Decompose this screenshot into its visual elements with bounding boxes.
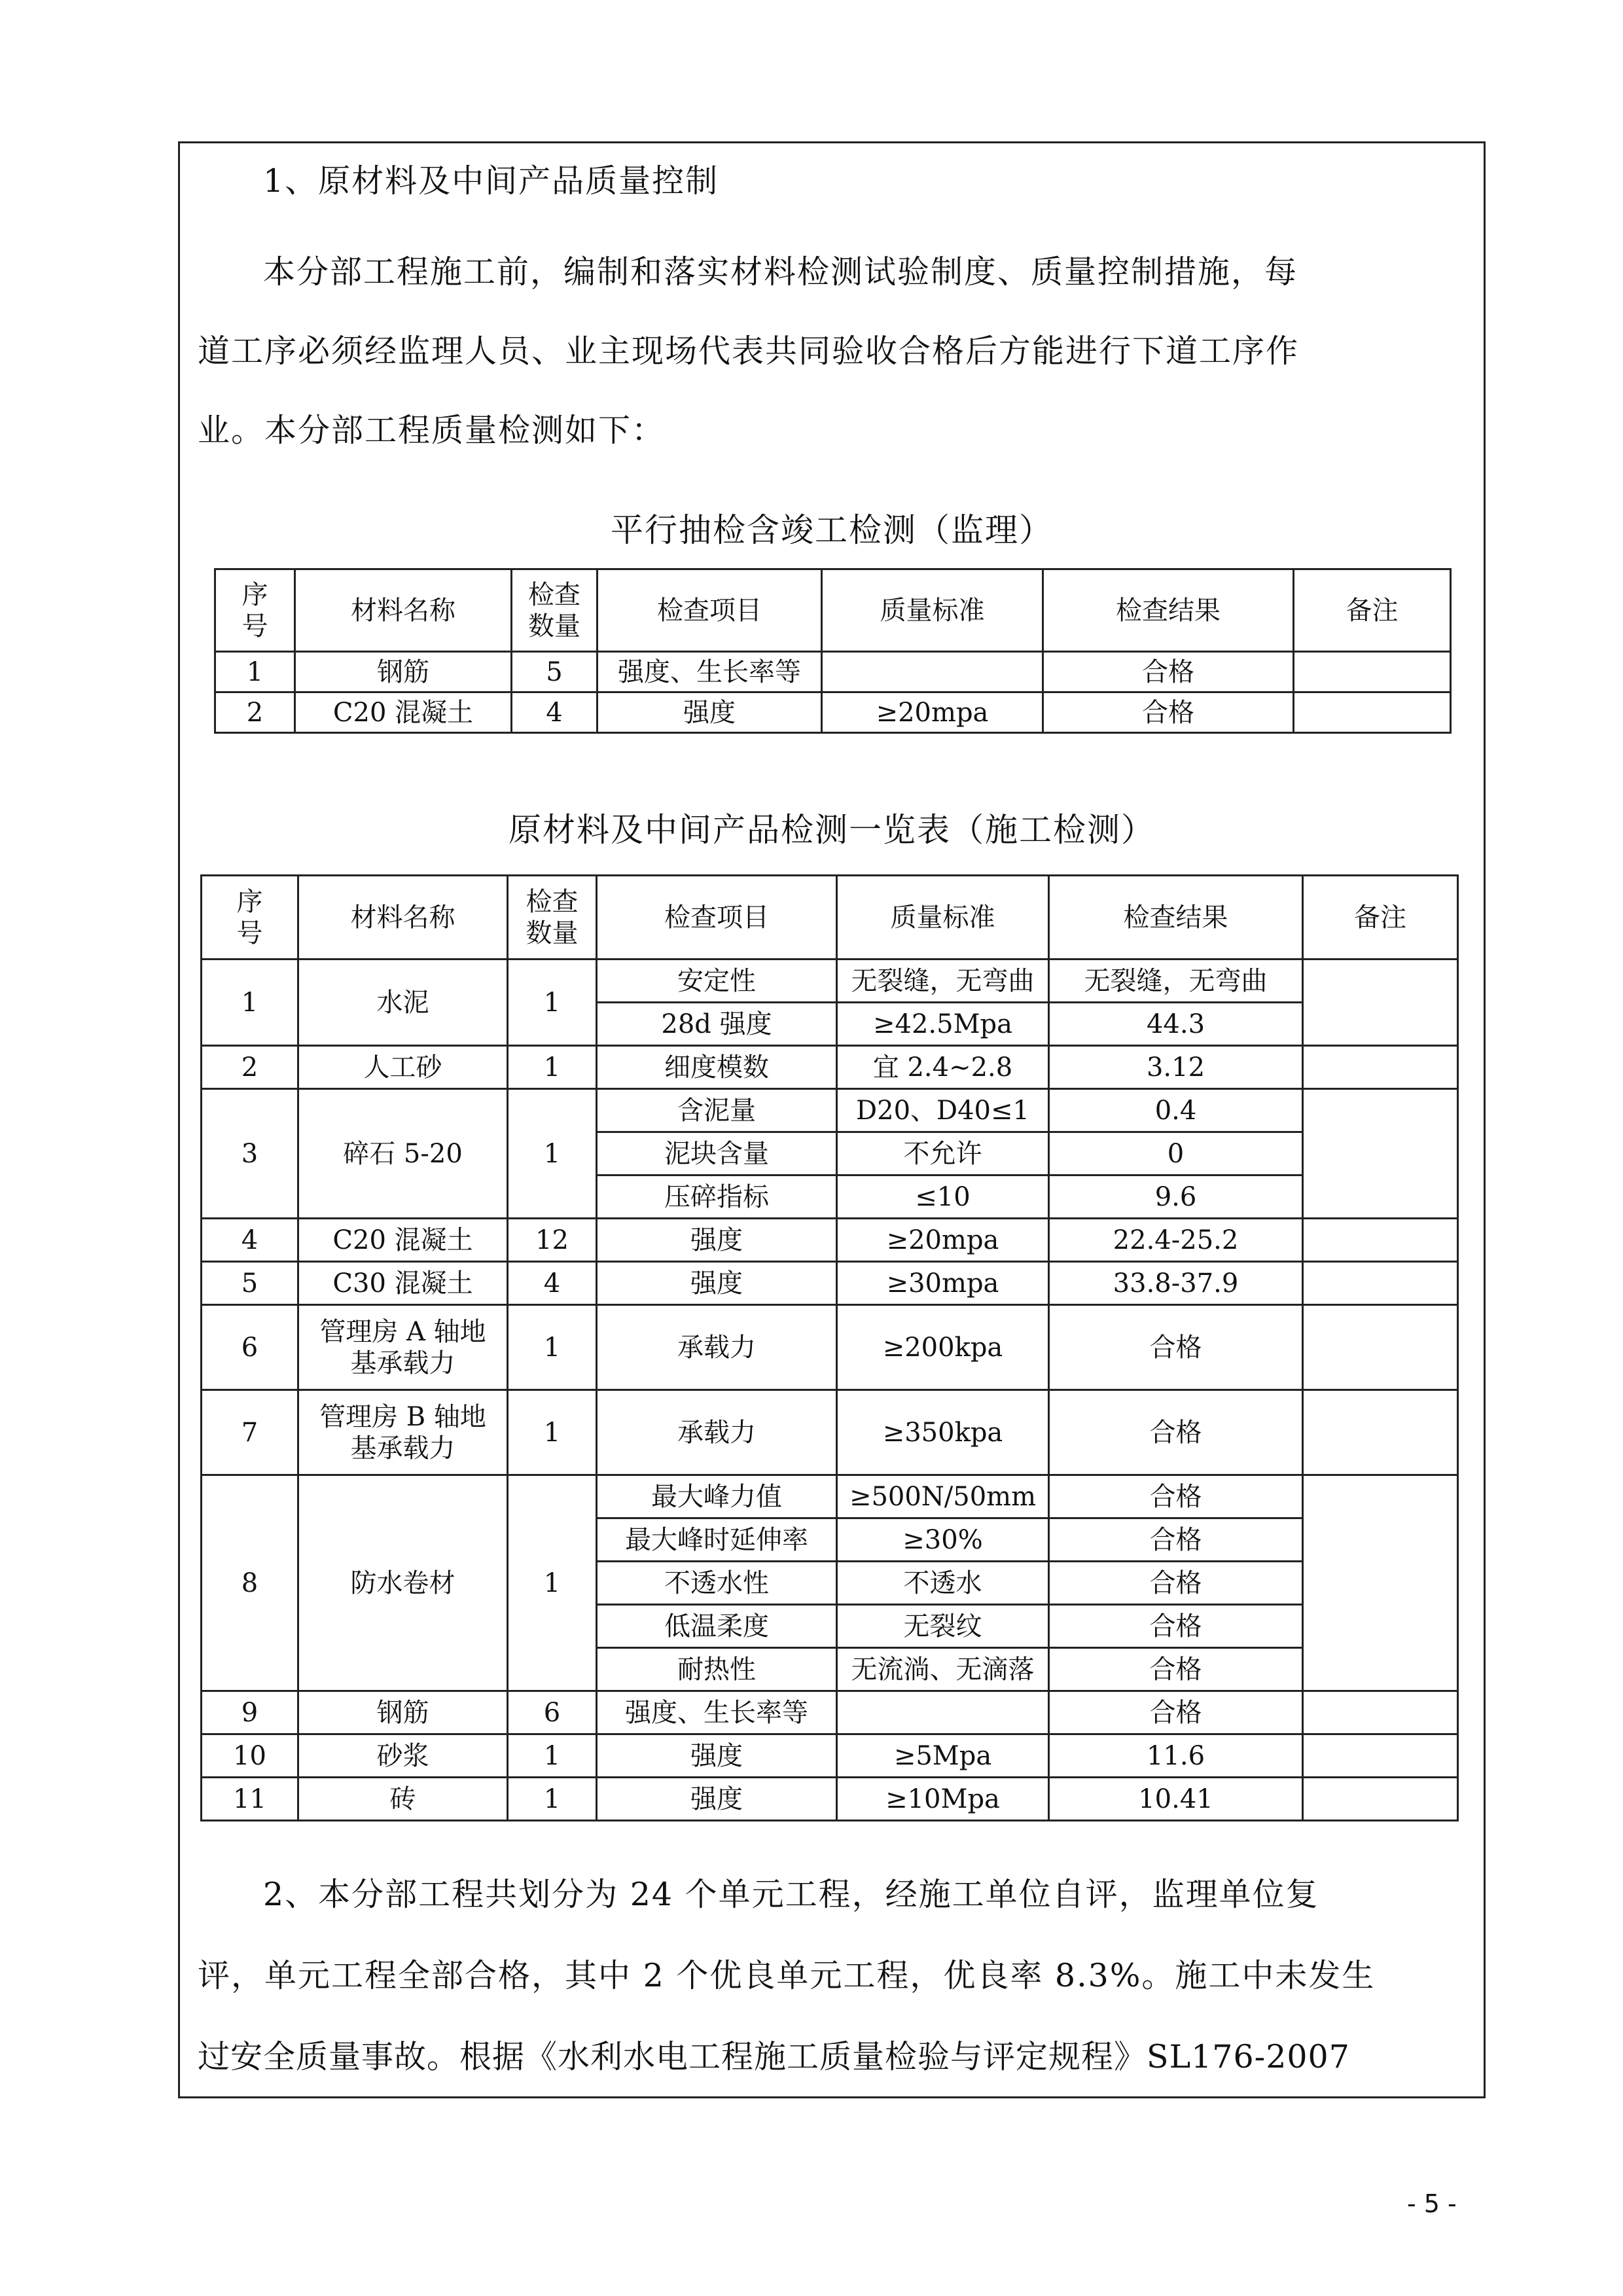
cell-remark [1303, 1046, 1458, 1089]
cell-standard: ≥200kpa [837, 1305, 1049, 1390]
cell-seq: 4 [202, 1219, 298, 1262]
cell-remark [1303, 960, 1458, 1046]
cell-result: 无裂缝，无弯曲 [1049, 960, 1303, 1003]
table-row [202, 960, 1458, 1003]
cell-result: 合格 [1049, 1475, 1303, 1518]
cell-seq: 8 [202, 1475, 298, 1691]
cell-name-line: 钢筋 [376, 1697, 429, 1728]
cell-name-line: 砂浆 [376, 1740, 429, 1771]
cell-item: 强度 [597, 1219, 837, 1262]
cell-result: 合格 [1049, 1305, 1303, 1390]
table-row [215, 652, 1451, 692]
cell-seq: 10 [202, 1734, 298, 1778]
cell-remark [1303, 1390, 1458, 1475]
table1-header-row [215, 569, 1451, 652]
cell-item: 强度 [597, 1262, 837, 1305]
cell-name [298, 960, 508, 1046]
cell-name-line: 碎石 5-20 [343, 1138, 463, 1169]
cell-item: 承载力 [597, 1305, 837, 1390]
cell-standard: ≥350kpa [837, 1390, 1049, 1475]
table-row [202, 1691, 1458, 1734]
cell-name [298, 1219, 508, 1262]
cell-qty: 4 [512, 692, 597, 733]
table-row [202, 1390, 1458, 1475]
table-row [202, 1734, 1458, 1778]
cell-name-line: 基承载力 [350, 1348, 455, 1378]
cell-standard: ≥10Mpa [837, 1778, 1049, 1821]
cell-remark [1294, 692, 1451, 733]
cell-name [298, 1475, 508, 1691]
cell-remark [1294, 652, 1451, 692]
cell-standard: 不允许 [837, 1132, 1049, 1175]
cell-qty: 1 [508, 1778, 597, 1821]
header-qty: 检查 数量 [512, 569, 597, 652]
cell-item: 细度模数 [597, 1046, 837, 1089]
header-standard: 质量标准 [822, 569, 1043, 652]
cell-result: 合格 [1049, 1518, 1303, 1562]
cell-seq: 5 [202, 1262, 298, 1305]
cell-item: 承载力 [597, 1390, 837, 1475]
cell-item: 不透水性 [597, 1562, 837, 1605]
cell-remark [1303, 1475, 1458, 1691]
table-row [202, 1219, 1458, 1262]
header-qty: 检查 数量 [508, 876, 597, 960]
cell-remark [1303, 1691, 1458, 1734]
cell-result: 0 [1049, 1132, 1303, 1175]
cell-name [298, 1305, 508, 1390]
cell-result: 10.41 [1049, 1778, 1303, 1821]
header-result: 检查结果 [1043, 569, 1294, 652]
cell-standard: ≥30% [837, 1518, 1049, 1562]
cell-name [298, 1691, 508, 1734]
cell-name-line: 管理房 B 轴地 [319, 1401, 486, 1432]
table-row [215, 692, 1451, 733]
cell-item: 压碎指标 [597, 1175, 837, 1219]
cell-result: 合格 [1049, 1691, 1303, 1734]
cell-qty: 1 [508, 960, 597, 1046]
table-row [202, 1089, 1458, 1132]
cell-item: 强度 [597, 1778, 837, 1821]
cell-name [298, 1734, 508, 1778]
header-name: 材料名称 [298, 876, 508, 960]
table2-caption: 原材料及中间产品检测一览表（施工检测） [508, 811, 1155, 849]
cell-name [298, 1089, 508, 1219]
cell-result: 合格 [1049, 1390, 1303, 1475]
cell-seq: 1 [202, 960, 298, 1046]
table1-caption: 平行抽检含竣工检测（监理） [611, 511, 1053, 549]
cell-result: 22.4-25.2 [1049, 1219, 1303, 1262]
cell-item: 耐热性 [597, 1648, 837, 1691]
cell-seq: 6 [202, 1305, 298, 1390]
header-item: 检查项目 [597, 876, 837, 960]
header-name: 材料名称 [295, 569, 512, 652]
cell-result: 合格 [1049, 1605, 1303, 1648]
cell-result: 44.3 [1049, 1003, 1303, 1046]
header-result: 检查结果 [1049, 876, 1303, 960]
cell-item: 安定性 [597, 960, 837, 1003]
table-row [202, 1475, 1458, 1518]
cell-remark [1303, 1305, 1458, 1390]
section1-heading: 1、原材料及中间产品质量控制 [263, 162, 719, 200]
cell-item: 28d 强度 [597, 1003, 837, 1046]
cell-standard: 不透水 [837, 1562, 1049, 1605]
cell-result: 合格 [1049, 1562, 1303, 1605]
cell-remark [1303, 1089, 1458, 1219]
cell-seq: 2 [202, 1046, 298, 1089]
cell-qty: 1 [508, 1046, 597, 1089]
cell-standard: ≥500N/50mm [837, 1475, 1049, 1518]
cell-seq: 11 [202, 1778, 298, 1821]
cell-result: 3.12 [1049, 1046, 1303, 1089]
table2 [200, 874, 1459, 1821]
section1-paragraph: 本分部工程施工前，编制和落实材料检测试验制度、质量控制措施，每 道工序必须经监理人员、业主现场代表共同验收合格后方能进行下道工序作 业。本分部工程质量检测如下： [198, 253, 1300, 449]
header-item: 检查项目 [597, 569, 822, 652]
cell-standard: 无裂纹 [837, 1605, 1049, 1648]
cell-name [298, 1778, 508, 1821]
cell-qty: 1 [508, 1305, 597, 1390]
cell-seq: 1 [215, 652, 295, 692]
cell-standard: ≥30mpa [837, 1262, 1049, 1305]
cell-seq: 2 [215, 692, 295, 733]
cell-item: 含泥量 [597, 1089, 837, 1132]
cell-item: 低温柔度 [597, 1605, 837, 1648]
cell-standard: ≥42.5Mpa [837, 1003, 1049, 1046]
cell-qty: 1 [508, 1734, 597, 1778]
cell-item: 泥块含量 [597, 1132, 837, 1175]
cell-name-line: 管理房 A 轴地 [319, 1316, 486, 1347]
table2-header-row [202, 876, 1458, 960]
cell-item: 强度 [597, 692, 822, 733]
cell-name-line: 基承载力 [350, 1433, 455, 1463]
cell-standard [822, 652, 1043, 692]
cell-qty: 1 [508, 1390, 597, 1475]
cell-item: 强度、生长率等 [597, 1691, 837, 1734]
cell-name-line: 砖 [389, 1784, 416, 1814]
cell-item: 强度 [597, 1734, 837, 1778]
cell-remark [1303, 1219, 1458, 1262]
table-row [202, 1778, 1458, 1821]
cell-result: 11.6 [1049, 1734, 1303, 1778]
cell-remark [1303, 1778, 1458, 1821]
cell-name: 钢筋 [295, 652, 512, 692]
cell-standard [837, 1691, 1049, 1734]
cell-seq: 9 [202, 1691, 298, 1734]
page-number: - 5 - [1407, 2189, 1457, 2218]
cell-standard: 无流淌、无滴落 [837, 1648, 1049, 1691]
header-seq: 序 号 [202, 876, 298, 960]
cell-standard: ≥5Mpa [837, 1734, 1049, 1778]
cell-name [298, 1262, 508, 1305]
cell-qty: 12 [508, 1219, 597, 1262]
header-remark: 备注 [1303, 876, 1458, 960]
cell-result: 合格 [1043, 692, 1294, 733]
cell-name: C20 混凝土 [295, 692, 512, 733]
cell-qty: 1 [508, 1089, 597, 1219]
table1 [214, 568, 1452, 734]
cell-seq: 3 [202, 1089, 298, 1219]
cell-result: 0.4 [1049, 1089, 1303, 1132]
cell-standard: 宜 2.4~2.8 [837, 1046, 1049, 1089]
cell-name [298, 1046, 508, 1089]
cell-qty: 4 [508, 1262, 597, 1305]
header-remark: 备注 [1294, 569, 1451, 652]
cell-name-line: C20 混凝土 [332, 1225, 473, 1255]
header-standard: 质量标准 [837, 876, 1049, 960]
table-row [202, 1262, 1458, 1305]
cell-item: 强度、生长率等 [597, 652, 822, 692]
cell-qty: 5 [512, 652, 597, 692]
cell-name-line: C30 混凝土 [332, 1268, 473, 1299]
cell-result: 合格 [1049, 1648, 1303, 1691]
cell-standard: ≥20mpa [822, 692, 1043, 733]
cell-result: 33.8-37.9 [1049, 1262, 1303, 1305]
cell-result: 合格 [1043, 652, 1294, 692]
section2-paragraph: 2、本分部工程共划分为 24 个单元工程，经施工单位自评，监理单位复 评，单元工程全部合格，其中 2 个优良单元工程，优良率 8.3%。施工中未发生 过安全质量事故。根据《水利水电工程施工质量检验与评定规程》SL176-2007 [198, 1876, 1376, 2075]
cell-qty: 6 [508, 1691, 597, 1734]
cell-result: 9.6 [1049, 1175, 1303, 1219]
cell-remark [1303, 1734, 1458, 1778]
cell-name-line: 人工砂 [363, 1052, 442, 1083]
cell-seq: 7 [202, 1390, 298, 1475]
cell-standard: D20、D40≤1 [837, 1089, 1049, 1132]
table-row [202, 1046, 1458, 1089]
header-seq: 序 号 [215, 569, 295, 652]
cell-standard: ≥20mpa [837, 1219, 1049, 1262]
cell-remark [1303, 1262, 1458, 1305]
cell-name [298, 1390, 508, 1475]
cell-item: 最大峰时延伸率 [597, 1518, 837, 1562]
cell-standard: 无裂缝，无弯曲 [837, 960, 1049, 1003]
cell-name-line: 防水卷材 [350, 1568, 455, 1598]
cell-name-line: 水泥 [376, 987, 429, 1018]
cell-standard: ≤10 [837, 1175, 1049, 1219]
cell-item: 最大峰力值 [597, 1475, 837, 1518]
cell-qty: 1 [508, 1475, 597, 1691]
table-row [202, 1305, 1458, 1390]
